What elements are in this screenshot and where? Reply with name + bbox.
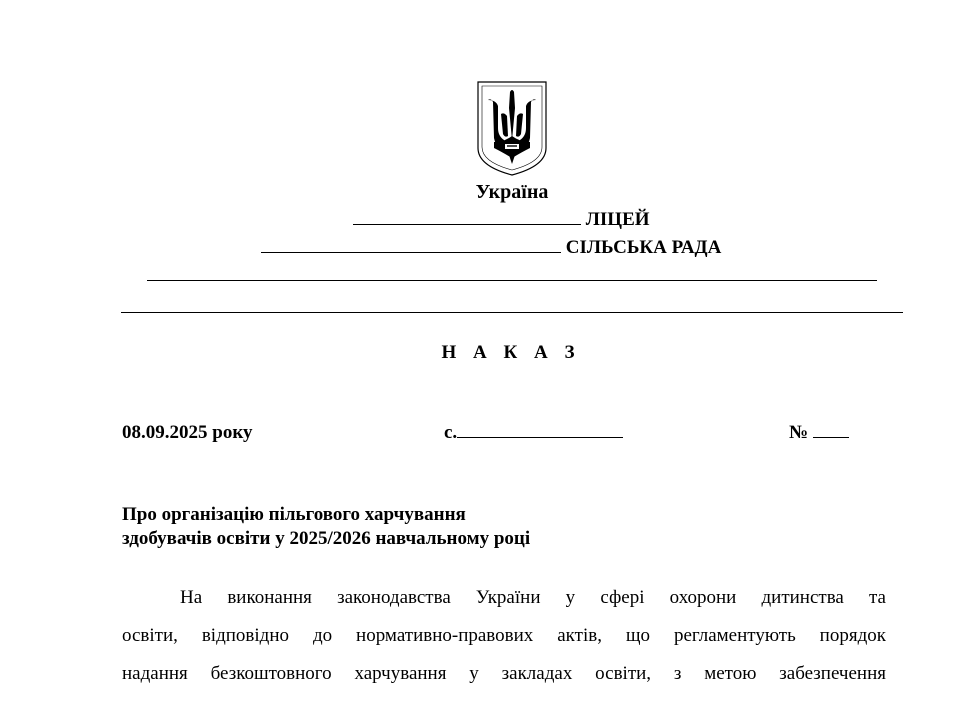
address-blank-line [147, 280, 877, 281]
header-divider [121, 312, 903, 313]
school-name-blank [353, 209, 581, 225]
country-name: Україна [475, 181, 549, 203]
school-suffix: ЛІЦЕЙ [585, 209, 650, 230]
order-place [444, 422, 623, 444]
body-line: надання безкоштовного харчування у закладах освіти, з метою забезпечення [122, 663, 886, 684]
order-body-paragraph [122, 579, 886, 693]
body-line: На виконання законодавства України у сфері охорони дитинства та [180, 587, 886, 608]
order-subject-line-2: здобувачів освіти у 2025/2026 навчальному році [122, 528, 531, 549]
order-place-prefix: с. [444, 422, 458, 443]
council-name-line [261, 237, 721, 259]
school-name-line [353, 209, 650, 231]
body-line: освіти, відповідно до нормативно-правових актів, що регламентують порядок [122, 625, 886, 646]
order-number-prefix: № [789, 422, 809, 443]
coat-of-arms-of-ukraine-icon [474, 78, 550, 178]
council-name-blank [261, 237, 561, 253]
order-number-blank [813, 422, 849, 438]
document-title: Н А К А З [441, 342, 581, 363]
order-subject-line-1: Про організацію пільгового харчування [122, 504, 466, 525]
order-number [789, 422, 849, 444]
council-suffix: СІЛЬСЬКА РАДА [565, 237, 722, 258]
order-place-blank [457, 422, 623, 438]
order-subject [122, 503, 530, 551]
order-date: 08.09.2025 року [122, 422, 253, 443]
